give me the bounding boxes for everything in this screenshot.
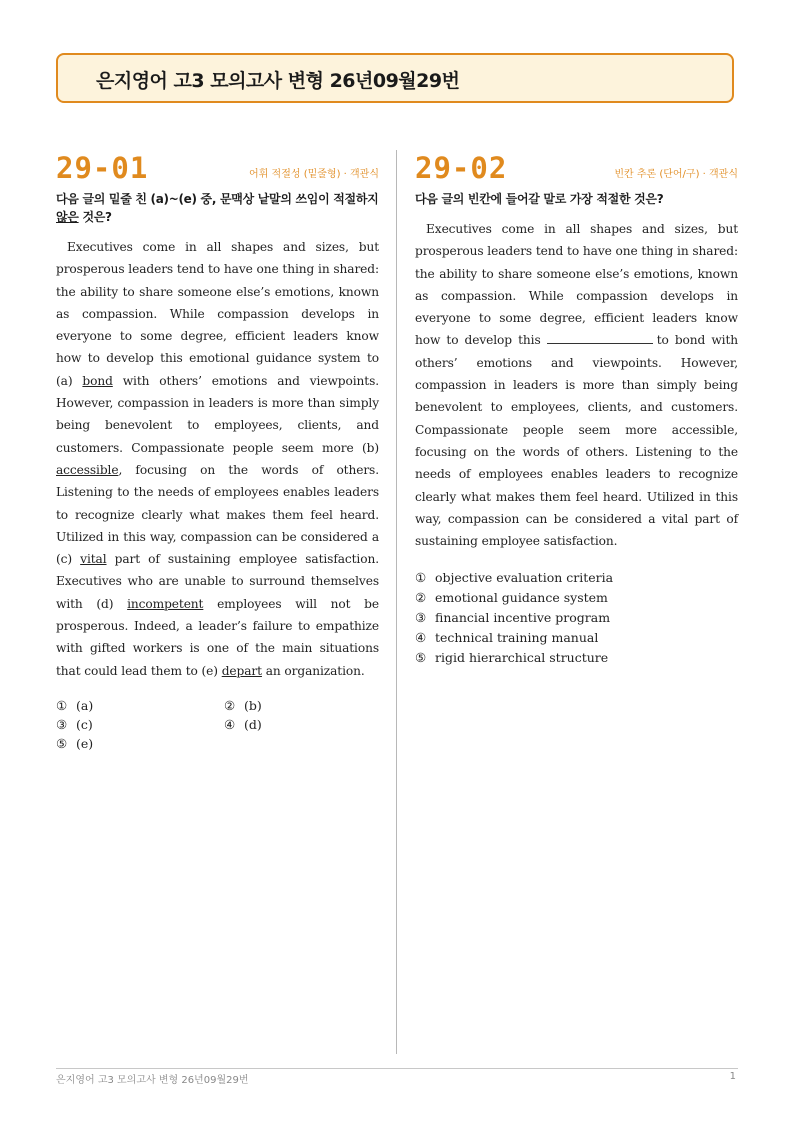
column-divider xyxy=(396,150,397,1054)
choice-4[interactable]: ④ technical training manual xyxy=(415,630,599,646)
page-title: 은지영어 고3 모의고사 변형 26년09월29번 xyxy=(96,70,460,92)
answer-blank xyxy=(547,333,653,344)
question-29-01 xyxy=(56,150,379,751)
passage xyxy=(56,236,379,682)
passage-text: part of sustaining employee satisfaction. Executives who are unable to surround themselves with (d) xyxy=(56,552,379,611)
choice-3[interactable]: ③ (c) xyxy=(56,716,93,732)
choice-3[interactable]: ③ financial incentive program xyxy=(415,610,611,626)
choice-1[interactable]: ① objective evaluation criteria xyxy=(415,570,614,586)
question-prompt xyxy=(56,190,379,226)
choice-1[interactable]: ① (a) xyxy=(56,697,94,713)
choice-2[interactable]: ② (b) xyxy=(224,697,262,713)
question-29-02 xyxy=(415,150,738,668)
page-number: 1 xyxy=(729,1071,736,1082)
underlined-word-e: depart xyxy=(221,663,262,678)
answer-choices xyxy=(415,568,738,668)
prompt-text-end: 것은? xyxy=(78,210,112,224)
header-banner xyxy=(56,53,734,103)
passage-text: Executives come in all shapes and sizes, but prosperous leaders tend to have one thing in shared: the ability to share someone else’s emotions, known as compassion. While compassion develops in everyone to some degree, efficient leaders know how to develop this xyxy=(415,222,738,348)
choice-5[interactable]: ⑤ rigid hierarchical structure xyxy=(415,650,609,666)
underlined-word-d: incompetent xyxy=(127,596,204,611)
underlined-word-b: accessible xyxy=(56,462,119,477)
passage-text: , focusing on the words of others. Listening to the needs of employees enables leaders to recognize clearly what makes them feel heard. Utilized in this way, compassion can be considered a (c) xyxy=(56,462,379,567)
passage-text: employees will not be prosperous. Indeed, a leader’s failure to empathize with gifted workers is one of the main situations that could lead them to (e) xyxy=(56,596,379,678)
choice-4[interactable]: ④ (d) xyxy=(224,716,262,732)
choice-2[interactable]: ② emotional guidance system xyxy=(415,590,608,606)
question-number: 29-01 xyxy=(56,151,149,185)
answer-choices xyxy=(56,698,379,751)
question-type: 어휘 적절성 (밑줄형) · 객관식 xyxy=(249,169,379,180)
footer-title: 은지영어 고3 모의고사 변형 26년09월29번 xyxy=(56,1075,249,1086)
question-header xyxy=(415,150,738,190)
question-prompt: 다음 글의 빈칸에 들어갈 말로 가장 적절한 것은? xyxy=(415,192,664,206)
underlined-word-a: bond xyxy=(82,373,113,388)
passage-text: Executives come in all shapes and sizes, but prosperous leaders tend to have one thing in shared: the ability to share someone else’s emotions, known as compassion. While compassion develops in everyone to some degree, efficient leaders know how to develop this emotional guidance system to (a) xyxy=(56,240,379,388)
footer-divider xyxy=(56,1068,738,1069)
underlined-word-c: vital xyxy=(80,552,107,567)
prompt-text: 다음 글의 밑줄 친 (a)~(e) 중, 문맥상 낱말의 쓰임이 적절하지 xyxy=(56,192,379,206)
choice-5[interactable]: ⑤ (e) xyxy=(56,735,94,751)
question-number: 29-02 xyxy=(415,151,508,185)
prompt-underlined: 않은 xyxy=(56,210,79,224)
passage-text: an organization. xyxy=(261,663,365,678)
question-type: 빈칸 추론 (단어/구) · 객관식 xyxy=(614,169,738,180)
passage xyxy=(415,218,738,552)
passage-text: with others’ emotions and viewpoints. However, compassion in leaders is more than simply being benevolent to employees, clients, and customers. Compassionate people seem more (b) xyxy=(56,373,380,455)
passage-text: to bond with others’ emotions and viewpoints. However, compassion in leaders is more than simply being benevolent to employees, clients, and customers. Compassionate people seem more accessible, focusing on the words of others. Listening to the needs of employees enables leaders to recognize clearly what makes them feel heard. Utilized in this way, compassion can be considered a vital part of sustaining employee satisfaction. xyxy=(415,333,738,549)
question-header xyxy=(56,150,379,190)
